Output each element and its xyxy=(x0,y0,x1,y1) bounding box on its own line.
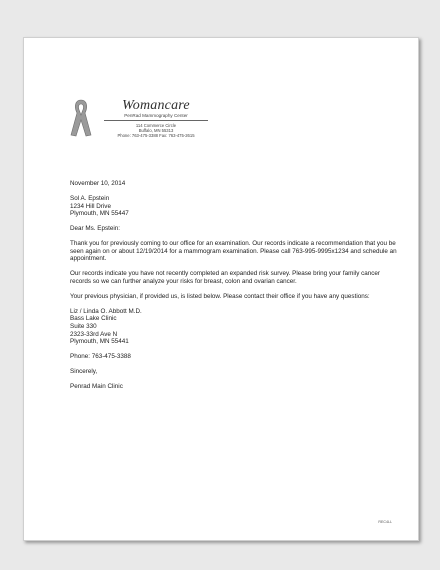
brand-subtitle: PenRad Mammography Center xyxy=(124,113,188,118)
paragraph: Thank you for previously coming to our office for an examination. Our records indicate a recommendation that you be seen again on or about 12/19/2014 for a mammogram examination. Please call 763-995-9995x1234 and schedule an appointment. xyxy=(70,240,397,263)
physician-line: 2323-33rd Ave N xyxy=(70,330,118,338)
reference-code: REC4LL xyxy=(378,520,392,524)
recipient-line: Sol A. Epstein xyxy=(70,194,110,202)
recipient-line: 1234 Hill Drive xyxy=(70,202,111,210)
letterhead-divider xyxy=(104,120,208,121)
physician-phone: Phone: 763-475-3388 xyxy=(70,353,131,361)
awareness-ribbon-icon xyxy=(68,98,94,138)
salutation: Dear Ms. Epstein: xyxy=(70,225,121,233)
recipient-line: Plymouth, MN 55447 xyxy=(70,210,129,218)
letter-page xyxy=(23,37,419,541)
address-line: Phone: 763-475-3388 Fax: 763-475-2615 xyxy=(117,133,195,138)
letter-body xyxy=(70,180,400,391)
brand-name: Womancare xyxy=(122,98,190,113)
physician-line: Suite 330 xyxy=(70,323,97,331)
paragraph: Our records indicate you have not recently completed an expanded risk survey. Please bring your family cancer records so we can further analyze your risks for breast, colon and ovarian cancer. xyxy=(70,270,380,285)
closing: Sincerely, xyxy=(70,368,98,376)
physician-line: Liz / Linda O. Abbott M.D. xyxy=(70,307,142,315)
physician-line: Bass Lake Clinic xyxy=(70,315,117,323)
brand-block xyxy=(96,98,216,138)
physician-line: Plymouth, MN 55441 xyxy=(70,338,129,346)
signature: Penrad Main Clinic xyxy=(70,383,123,391)
letter-date: November 10, 2014 xyxy=(70,180,126,187)
address-line: Buffalo, MN 55313 xyxy=(138,128,174,133)
paragraph: Your previous physician, if provided us, is listed below. Please contact their office if you have any questions: xyxy=(70,292,370,300)
address-line: 114 Commerce Circle xyxy=(135,123,177,128)
